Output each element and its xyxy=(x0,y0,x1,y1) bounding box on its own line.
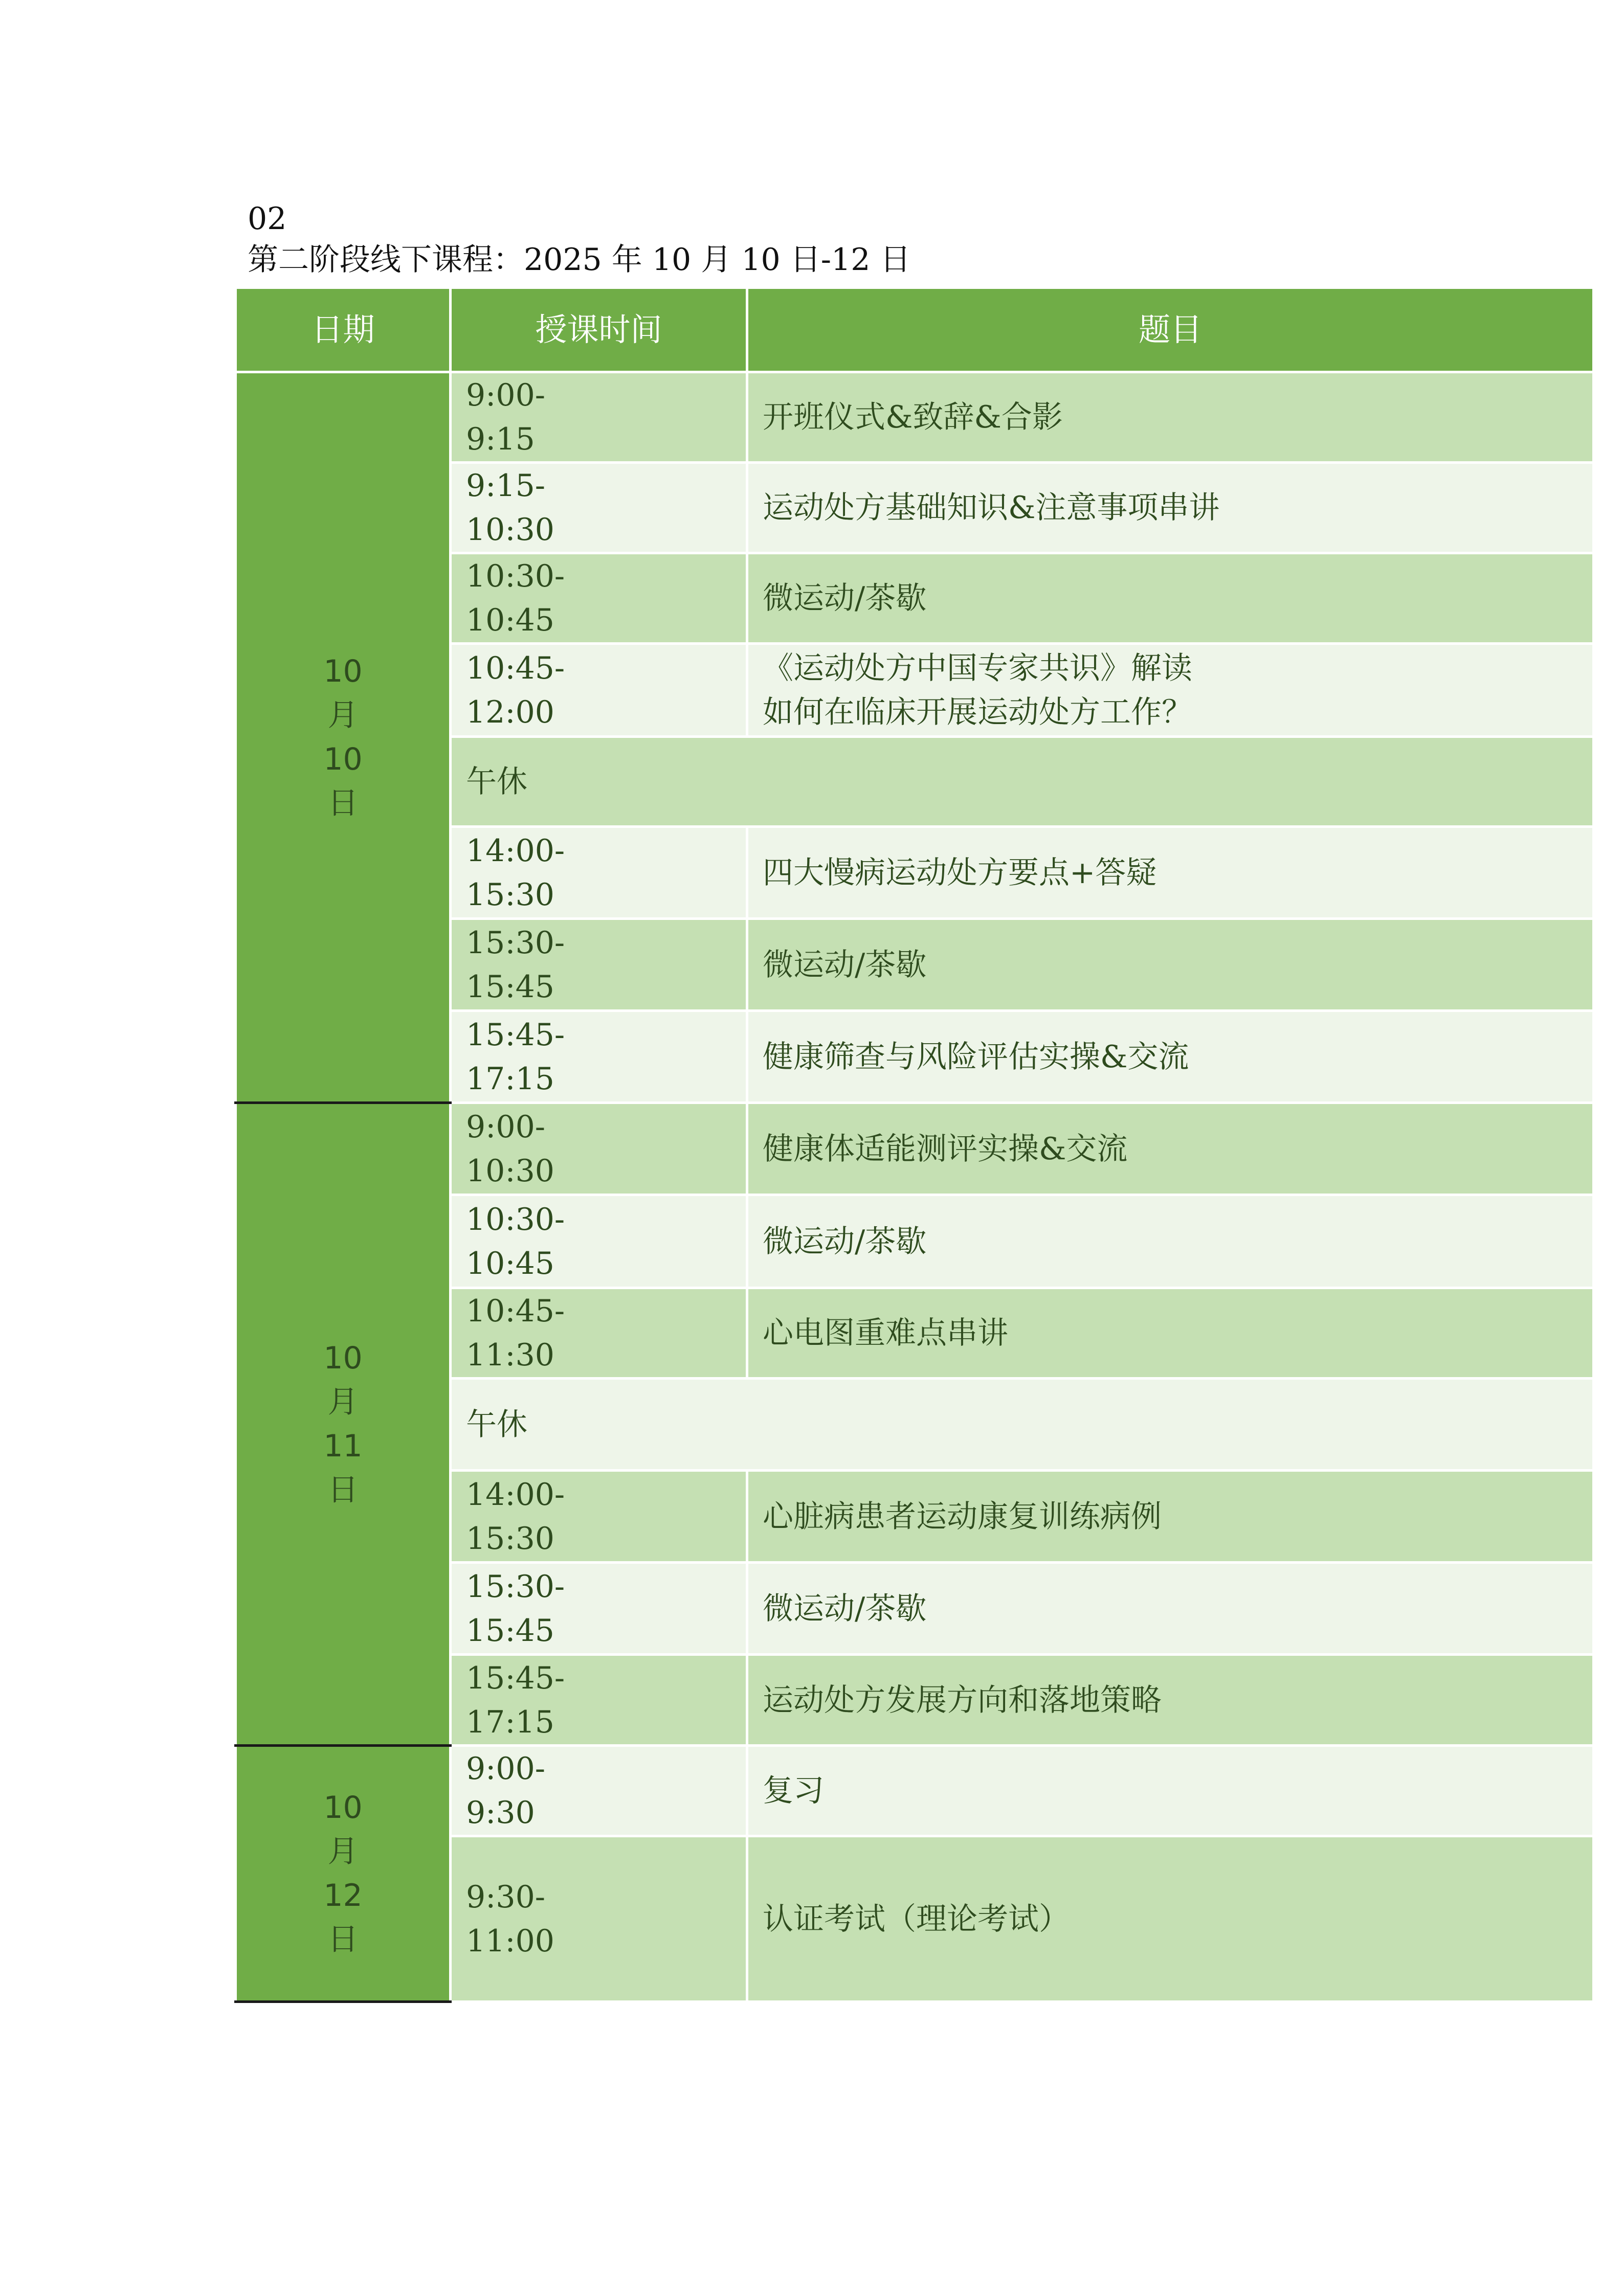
date-line: 日 xyxy=(327,1922,359,1957)
lunch-break-cell: 午休 xyxy=(451,737,1594,827)
time-cell xyxy=(451,1288,747,1379)
date-line: 10 xyxy=(323,1790,363,1826)
time-line: 9:15 xyxy=(466,421,535,457)
subject-cell xyxy=(747,1288,1594,1379)
subject-line: 认证考试（理论考试） xyxy=(763,1901,1070,1937)
date-cell xyxy=(236,1103,451,1746)
time-line: 10:30- xyxy=(466,1201,565,1237)
time-line: 15:30- xyxy=(466,1568,565,1605)
time-cell xyxy=(451,1195,747,1288)
subject-line: 健康筛查与风险评估实操&交流 xyxy=(763,1039,1189,1075)
subject-line: 运动处方发展方向和落地策略 xyxy=(763,1682,1162,1718)
time-line: 17:15 xyxy=(466,1061,554,1097)
date-line: 日 xyxy=(327,1472,359,1508)
time-line: 15:30 xyxy=(466,876,554,913)
time-cell xyxy=(451,1011,747,1103)
time-line: 10:30 xyxy=(466,512,554,548)
time-line: 15:30- xyxy=(466,925,565,961)
time-line: 14:00- xyxy=(466,1476,565,1513)
time-line: 10:45- xyxy=(466,650,565,686)
subject-line: 心脏病患者运动康复训练病例 xyxy=(763,1498,1162,1535)
lunch-break-cell: 午休 xyxy=(451,1379,1594,1471)
subject-cell xyxy=(747,1836,1594,2002)
subject-line: 四大慢病运动处方要点+答疑 xyxy=(763,854,1157,891)
time-line: 9:30 xyxy=(466,1795,535,1831)
date-line: 10 xyxy=(323,741,363,777)
time-line: 11:00 xyxy=(466,1923,554,1959)
subject-line: 如何在临床开展运动处方工作？ xyxy=(763,694,1192,730)
table-header-row xyxy=(236,288,1594,372)
time-line: 15:30 xyxy=(466,1520,554,1557)
subject-line: 微运动/茶歇 xyxy=(763,947,927,983)
section-number: 02 xyxy=(248,201,287,237)
subject-cell xyxy=(747,372,1594,463)
time-cell xyxy=(451,1563,747,1655)
subject-line: 心电图重难点串讲 xyxy=(763,1315,1008,1351)
date-line: 月 xyxy=(327,697,359,733)
time-cell xyxy=(451,463,747,553)
table-row xyxy=(236,1103,1594,1195)
time-cell xyxy=(451,1103,747,1195)
subject-line: 微运动/茶歇 xyxy=(763,1223,927,1259)
header-date: 日期 xyxy=(236,288,451,372)
subject-cell xyxy=(747,1655,1594,1746)
time-cell xyxy=(451,1836,747,2002)
time-cell xyxy=(451,1471,747,1563)
time-cell xyxy=(451,919,747,1011)
subject-cell xyxy=(747,919,1594,1011)
time-line: 17:15 xyxy=(466,1704,554,1740)
time-line: 10:30 xyxy=(466,1153,554,1189)
time-cell xyxy=(451,553,747,644)
subject-line: 运动处方基础知识&注意事项串讲 xyxy=(763,490,1220,526)
subject-cell xyxy=(747,1563,1594,1655)
time-cell xyxy=(451,372,747,463)
date-line: 11 xyxy=(323,1428,363,1464)
subject-cell xyxy=(747,1471,1594,1563)
subject-cell xyxy=(747,827,1594,919)
date-line: 10 xyxy=(323,654,363,689)
date-line: 月 xyxy=(327,1834,359,1870)
time-line: 9:15- xyxy=(466,468,546,504)
time-cell xyxy=(451,1746,747,1836)
subject-cell xyxy=(747,463,1594,553)
time-line: 15:45 xyxy=(466,969,554,1005)
subject-cell xyxy=(747,1195,1594,1288)
time-line: 15:45- xyxy=(466,1660,565,1696)
time-line: 10:45- xyxy=(466,1293,565,1329)
time-cell xyxy=(451,827,747,919)
date-cell xyxy=(236,372,451,1103)
header-time: 授课时间 xyxy=(451,288,747,372)
table-body xyxy=(236,372,1594,2002)
time-line: 10:45 xyxy=(466,602,554,638)
subject-cell xyxy=(747,1011,1594,1103)
time-line: 9:00- xyxy=(466,1751,546,1787)
time-line: 14:00- xyxy=(466,832,565,869)
subject-line: 复习 xyxy=(763,1773,824,1809)
time-cell xyxy=(451,644,747,737)
subject-line: 微运动/茶歇 xyxy=(763,1590,927,1627)
course-schedule-table xyxy=(234,286,1595,2003)
time-line: 9:00- xyxy=(466,1109,546,1145)
header-subject: 题目 xyxy=(747,288,1594,372)
date-line: 12 xyxy=(323,1878,363,1914)
subject-cell xyxy=(747,1103,1594,1195)
date-line: 日 xyxy=(327,785,359,821)
time-line: 9:00- xyxy=(466,377,546,413)
time-line: 9:30- xyxy=(466,1879,546,1915)
time-line: 10:45 xyxy=(466,1245,554,1281)
section-title: 第二阶段线下课程：2025 年 10 月 10 日-12 日 xyxy=(248,242,911,278)
table-row xyxy=(236,1746,1594,1836)
subject-cell xyxy=(747,644,1594,737)
table-row xyxy=(236,372,1594,463)
time-line: 11:30 xyxy=(466,1337,554,1373)
date-cell xyxy=(236,1746,451,2002)
time-line: 12:00 xyxy=(466,694,554,730)
time-cell xyxy=(451,1655,747,1746)
subject-line: 微运动/茶歇 xyxy=(763,580,927,616)
subject-cell xyxy=(747,553,1594,644)
subject-line: 《运动处方中国专家共识》解读 xyxy=(763,650,1192,686)
date-line: 10 xyxy=(323,1340,363,1376)
subject-cell xyxy=(747,1746,1594,1836)
subject-line: 开班仪式&致辞&合影 xyxy=(763,399,1063,435)
time-line: 10:30- xyxy=(466,558,565,594)
date-line: 月 xyxy=(327,1384,359,1420)
time-line: 15:45- xyxy=(466,1017,565,1053)
time-line: 15:45 xyxy=(466,1612,554,1649)
subject-line: 健康体适能测评实操&交流 xyxy=(763,1131,1128,1167)
